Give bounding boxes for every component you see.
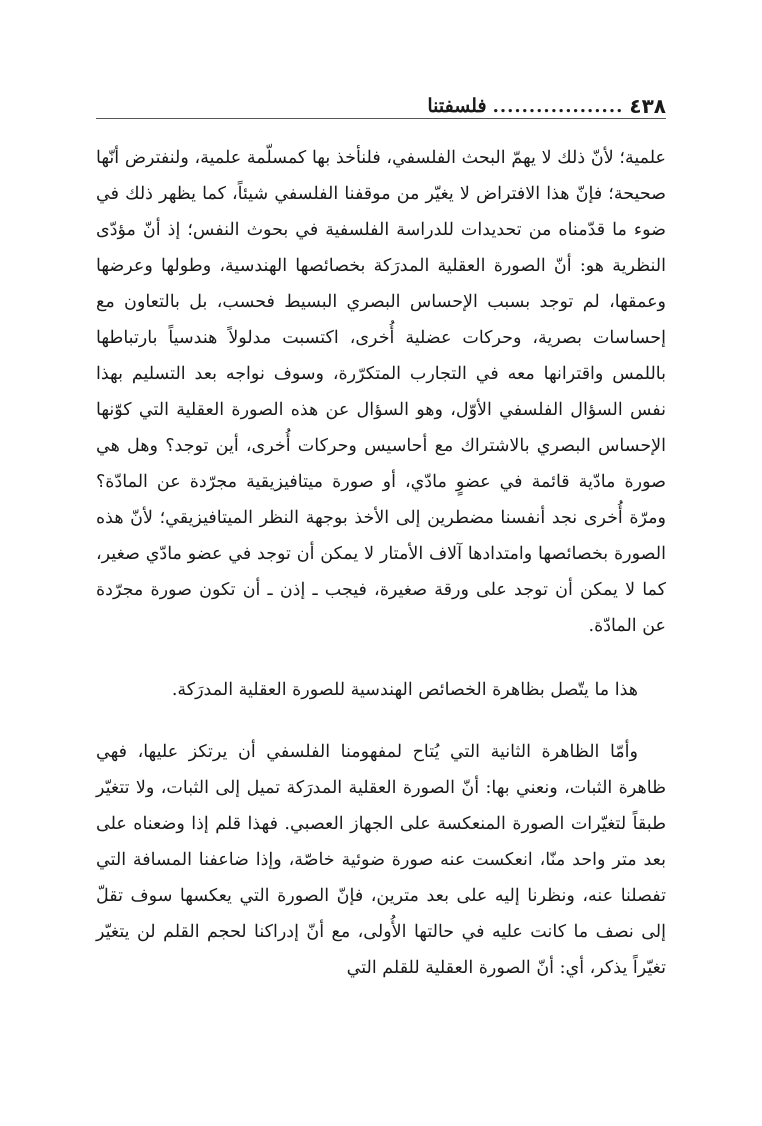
body-text [96,140,666,986]
paragraph-2: هذا ما يتّصل بظاهرة الخصائص الهندسية للصورة العقلية المدرَكة. [171,680,638,700]
paragraph-3: وأمّا الظاهرة الثانية التي يُتاح لمفهومنا الفلسفي أن يرتكز عليها، فهي ظاهرة الثبات، ونعني بها: أنّ الصورة العقلية المدرَكة تميل إلى الثبات، ولا تتغيّر طبقاً لتغيّرات الصورة المنعكسة على الجهاز العصبي. فهذا قلم إذا وضعناه على بعد متر واحد منّا، انعكست عنه صورة ضوئية خاصّة، وإذا ضاعفنا المسافة التي تفصلنا عنه، ونظرنا إليه على بعد مترين، فإنّ الصورة التي يعكسها سوف تقلّ إلى نصف ما كانت عليه في حالتها الأُولى، مع أنّ إدراكنا لحجم القلم لن يتغيّر تغيّراً يذكر، أي: أنّ الصورة العقلية للقلم التي [96,742,666,978]
header-rule [96,118,666,119]
header-leader-dots: .................. [492,96,624,117]
page-number: ٤٣٨ [629,94,666,118]
paragraph-1: علمية؛ لأنّ ذلك لا يهمّ البحث الفلسفي، فلنأخذ بها كمسلّمة علمية، ولنفترض أنّها صحيحة؛ فإنّ هذا الافتراض لا يغيّر من موقفنا الفلسفي شيئاً، كما يظهر ذلك في ضوء ما قدّمناه من تحديدات للدراسة الفلسفية في بحوث النفس؛ إذ أنّ مؤدّى النظرية هو: أنّ الصورة العقلية المدرَكة بخصائصها الهندسية، وطولها وعرضها وعمقها، لم توجد بسبب الإحساس البصري البسيط فحسب، بل بالتعاون مع إحساسات بصرية، وحركات عضلية أُخرى، اكتسبت مدلولاً هندسياً بارتباطها باللمس واقترانها معه في التجارب المتكرّرة، وسوف نواجه بعد التسليم بهذا نفس السؤال الفلسفي الأوّل، وهو السؤال عن هذه الصورة العقلية التي كوّنها الإحساس البصري بالاشتراك مع أحاسيس وحركات أُخرى، أين توجد؟ وهل هي صورة مادّية قائمة في عضوٍ مادّي، أو صورة ميتافيزيقية مجرّدة عن المادّة؟ ومرّة أُخرى نجد أنفسنا مضطرين إلى الأخذ بوجهة النظر الميتافيزيقي؛ لأنّ هذه الصورة بخصائصها وامتدادها آلاف الأمتار لا يمكن أن توجد في عضو مادّي صغير، كما لا يمكن أن توجد على ورقة صغيرة، فيجب ـ إذن ـ أن تكون صورة مجرّدة عن المادّة. [96,148,666,636]
page-header [96,82,666,116]
running-title: فلسفتنا [427,95,487,117]
